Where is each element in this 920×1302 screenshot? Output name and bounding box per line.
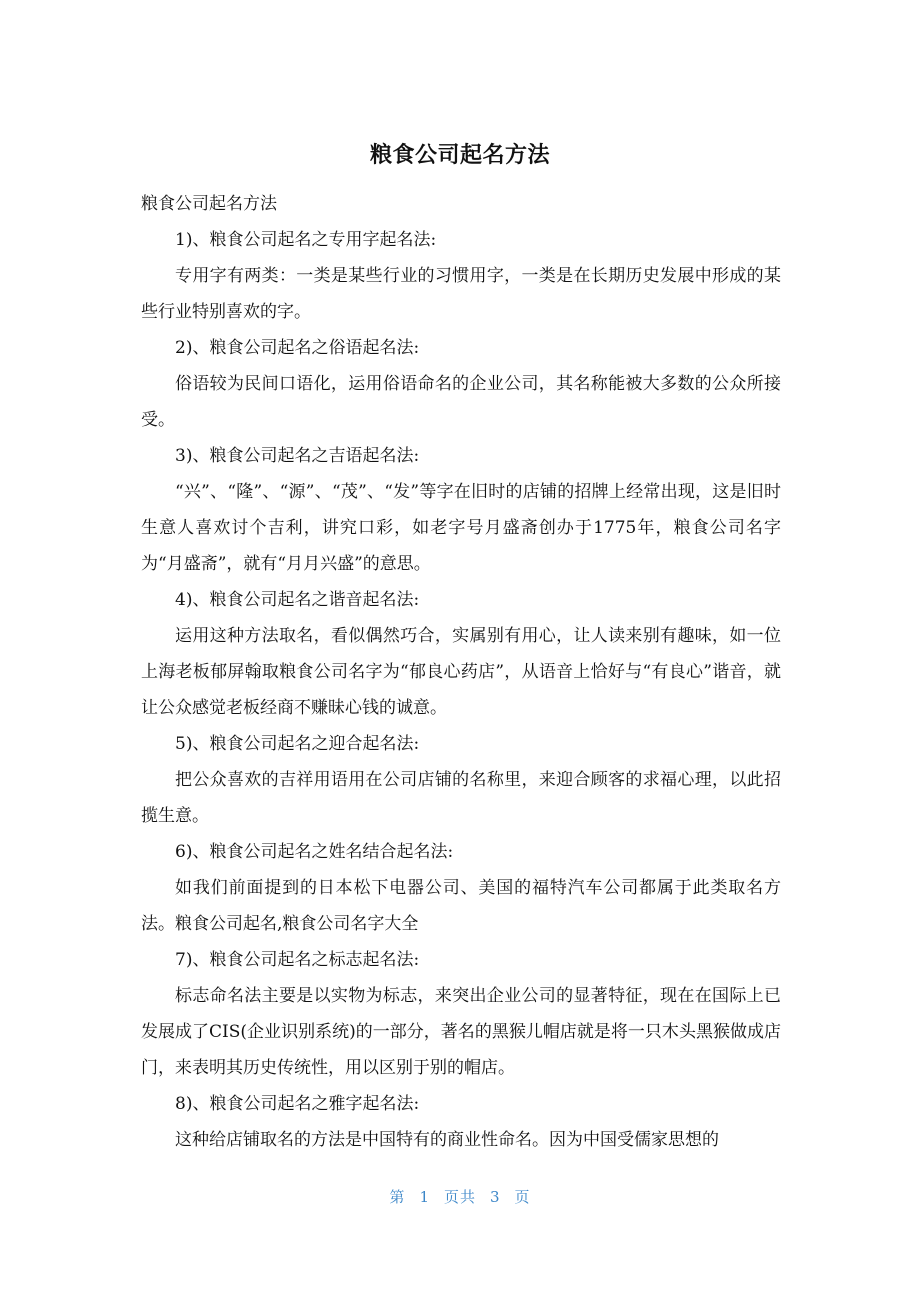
footer-total-pages: 3 [490,1188,501,1206]
paragraph: 5)、粮食公司起名之迎合起名法: [175,734,420,754]
paragraph: 8)、粮食公司起名之雅字起名法: [175,1094,420,1114]
paragraph: 2)、粮食公司起名之俗语起名法: [175,338,420,358]
paragraph: 把公众喜欢的吉祥用语用在公司店铺的名称里，来迎合顾客的求福心理，以此招揽生意。 [141,770,781,826]
paragraph: 7)、粮食公司起名之标志起名法: [175,950,420,970]
paragraph: 4)、粮食公司起名之谐音起名法: [175,590,420,610]
paragraph: “兴”、“隆”、“源”、“茂”、“发”等字在旧时的店铺的招牌上经常出现，这是旧时生意人喜欢讨个吉利，讲究口彩，如老字号月盛斋创办于1775年，粮食公司名字为“月盛斋”，就有“月月兴盛”的意思。 [141,482,781,574]
paragraph: 专用字有两类：一类是某些行业的习惯用字，一类是在长期历史发展中形成的某些行业特别喜欢的字。 [141,266,781,322]
paragraph: 3)、粮食公司起名之吉语起名法: [175,446,420,466]
page-footer [0,1185,920,1209]
document-body [141,186,781,1158]
paragraph: 标志命名法主要是以实物为标志，来突出企业公司的显著特征，现在在国际上已发展成了CIS(企业识别系统)的一部分，著名的黑猴儿帽店就是将一只木头黑猴做成店门，来表明其历史传统性，用以区别于别的帽店。 [141,986,781,1078]
paragraph: 如我们前面提到的日本松下电器公司、美国的福特汽车公司都属于此类取名方法。粮食公司起名,粮食公司名字大全 [141,878,781,934]
paragraph: 1)、粮食公司起名之专用字起名法: [175,230,437,250]
footer-suffix: 页 [514,1188,531,1206]
paragraph: 俗语较为民间口语化，运用俗语命名的企业公司，其名称能被大多数的公众所接受。 [141,374,781,430]
paragraph: 运用这种方法取名，看似偶然巧合，实属别有用心，让人读来别有趣味，如一位上海老板郁屏翰取粮食公司名字为“郁良心药店”，从语音上恰好与“有良心”谐音，就让公众感觉老板经商不赚昧心钱的诚意。 [141,626,781,718]
document-title: 粮食公司起名方法 [369,143,550,168]
paragraph: 粮食公司起名方法 [141,194,277,214]
paragraph: 这种给店铺取名的方法是中国特有的商业性命名。因为中国受儒家思想的 [175,1130,719,1150]
footer-mid: 页共 [443,1188,476,1206]
paragraph: 6)、粮食公司起名之姓名结合起名法: [175,842,454,862]
footer-prefix: 第 [389,1188,406,1206]
footer-page-number: 1 [419,1188,430,1206]
